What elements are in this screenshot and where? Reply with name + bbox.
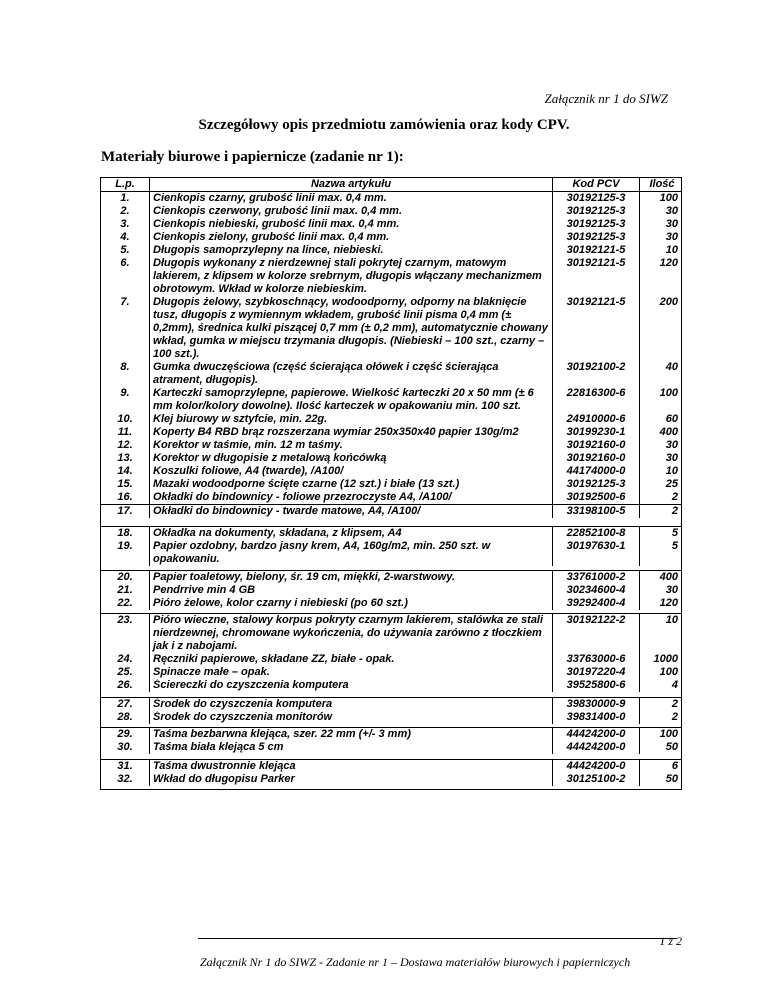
row-name: Cienkopis niebieski, grubość linii max. 0,4 mm. [150, 218, 553, 231]
row-name: Papier toaletowy, bielony, śr. 19 cm, miękki, 2-warstwowy. [150, 571, 553, 584]
row-code: 30192500-6 [553, 491, 640, 504]
row-name: Długopis samoprzylepny na lince, niebieski. [150, 244, 553, 257]
row-qty: 30 [665, 231, 678, 243]
row-code: 44174000-0 [553, 465, 640, 478]
row-lp: 19. [101, 540, 150, 566]
document-title: Szczegółowy opis przedmiotu zamówienia oraz kody CPV. [198, 117, 570, 133]
row-lp: 1. [101, 192, 150, 205]
row-name: Pendrrive min 4 GB [150, 584, 553, 597]
row-code: 30192125-3 [553, 231, 640, 244]
row-lp: 22. [101, 597, 150, 610]
row-code: 44424200-0 [553, 760, 640, 773]
row-lp: 8. [101, 361, 150, 387]
row-code: 30197630-1 [553, 540, 640, 566]
table-row [101, 452, 681, 465]
items-table [100, 177, 682, 790]
table-row [101, 666, 681, 679]
row-lp: 3. [101, 218, 150, 231]
table-row [101, 413, 681, 426]
row-qty: 400 [659, 571, 678, 583]
row-name: Klej biurowy w sztyfcie, min. 22g. [150, 413, 553, 426]
row-lp: 15. [101, 478, 150, 491]
table-row-group [101, 191, 681, 504]
row-code: 30192125-3 [553, 478, 640, 491]
row-name: Papier ozdobny, bardzo jasny krem, A4, 160g/m2, min. 250 szt. w opakowaniu. [150, 540, 553, 566]
table-row [101, 231, 681, 244]
row-lp: 18. [101, 527, 150, 540]
table-row-group [101, 727, 681, 759]
table-row [101, 527, 681, 540]
row-lp: 17. [101, 505, 150, 518]
row-name: Taśma biała klejąca 5 cm [150, 741, 553, 754]
table-row-group [101, 613, 681, 697]
header-name: Nazwa artykułu [150, 178, 553, 191]
row-lp: 30. [101, 741, 150, 754]
row-lp: 10. [101, 413, 150, 426]
table-row [101, 584, 681, 597]
row-code: 30192122-2 [553, 614, 640, 653]
row-code: 44424200-0 [553, 728, 640, 741]
row-name: Okładki do bindownicy - twarde matowe, A4, /A100/ [150, 505, 553, 518]
table-row [101, 571, 681, 584]
row-code: 30192125-3 [553, 205, 640, 218]
row-qty: 10 [665, 244, 678, 256]
row-lp: 25. [101, 666, 150, 679]
table-row [101, 218, 681, 231]
row-qty: 200 [659, 296, 678, 308]
row-code: 30197220-4 [553, 666, 640, 679]
row-code: 44424200-0 [553, 741, 640, 754]
table-row [101, 760, 681, 773]
table-row [101, 741, 681, 754]
table-row [101, 478, 681, 491]
row-name: Mazaki wodoodporne ścięte czarne (12 szt.) i białe (13 szt.) [150, 478, 553, 491]
row-qty: 100 [659, 728, 678, 740]
row-lp: 12. [101, 439, 150, 452]
row-code: 30192125-3 [553, 218, 640, 231]
table-header [101, 178, 681, 191]
row-name: Cienkopis zielony, grubość linii max. 0,4 mm. [150, 231, 553, 244]
row-name: Koperty B4 RBD brąz rozszerzana wymiar 250x350x40 papier 130g/m2 [150, 426, 553, 439]
table-row-group [101, 570, 681, 613]
row-lp: 6. [101, 257, 150, 296]
row-name: Okładki do bindownicy - foliowe przezroczyste A4, /A100/ [150, 491, 553, 504]
row-qty: 10 [665, 465, 678, 477]
row-lp: 5. [101, 244, 150, 257]
row-qty: 2 [671, 711, 678, 723]
row-code: 30199230-1 [553, 426, 640, 439]
table-row [101, 205, 681, 218]
row-lp: 7. [101, 296, 150, 361]
row-code: 39525800-6 [553, 679, 640, 692]
row-qty: 10 [665, 614, 678, 626]
table-row-group [101, 504, 681, 526]
table-row [101, 728, 681, 741]
row-lp: 24. [101, 653, 150, 666]
table-row [101, 773, 681, 786]
row-lp: 27. [101, 698, 150, 711]
table-row [101, 679, 681, 692]
header-qty: Ilość [649, 178, 675, 190]
row-code: 33763000-6 [553, 653, 640, 666]
footer-divider [198, 938, 677, 939]
row-qty: 1000 [653, 653, 678, 665]
table-row [101, 540, 681, 566]
row-name: Długopis wykonany z nierdzewnej stali pokrytej czarnym, matowym lakierem, z klipsem w kolorze srebrnym, długopis włączany mechanizmem obrotowym. Wkład w kolorze niebieskim. [150, 257, 553, 296]
table-row [101, 614, 681, 653]
row-lp: 9. [101, 387, 150, 413]
row-qty: 30 [665, 218, 678, 230]
row-name: Koszulki foliowe, A4 (twarde), /A100/ [150, 465, 553, 478]
table-row [101, 465, 681, 478]
table-row [101, 192, 681, 205]
row-code: 33761000-2 [553, 571, 640, 584]
row-qty: 4 [671, 679, 678, 691]
row-name: Cienkopis czarny, grubość linii max. 0,4 mm. [150, 192, 553, 205]
row-name: Taśma bezbarwna klejąca, szer. 22 mm (+/- 3 mm) [150, 728, 553, 741]
row-qty: 6 [671, 760, 678, 772]
row-lp: 13. [101, 452, 150, 465]
row-qty: 30 [665, 584, 678, 596]
table-row [101, 361, 681, 387]
table-row [101, 491, 681, 504]
row-name: Korektor w taśmie, min. 12 m taśmy. [150, 439, 553, 452]
row-name: Środek do czyszczenia monitorów [150, 711, 553, 724]
row-code: 30192121-5 [553, 244, 640, 257]
row-name: Środek do czyszczenia komputera [150, 698, 553, 711]
row-code: 22852100-8 [553, 527, 640, 540]
row-qty: 2 [671, 491, 678, 503]
row-code: 30192160-0 [553, 439, 640, 452]
table-row [101, 439, 681, 452]
row-qty: 2 [671, 698, 678, 710]
table-row-group [101, 697, 681, 727]
row-qty: 50 [665, 741, 678, 753]
table-row [101, 426, 681, 439]
attachment-label: Załącznik nr 1 do SIWZ [544, 91, 668, 106]
row-lp: 4. [101, 231, 150, 244]
header-code: Kod PCV [553, 178, 640, 191]
row-lp: 16. [101, 491, 150, 504]
page-number: 1 z 2 [659, 934, 682, 948]
row-qty: 60 [665, 413, 678, 425]
table-row [101, 505, 681, 518]
row-code: 33198100-5 [553, 505, 640, 518]
row-code: 30192121-5 [553, 257, 640, 296]
row-code: 30125100-2 [553, 773, 640, 786]
table-row [101, 698, 681, 711]
row-qty: 30 [665, 205, 678, 217]
table-row [101, 653, 681, 666]
row-name: Ręczniki papierowe, składane ZZ, białe - opak. [150, 653, 553, 666]
row-lp: 21. [101, 584, 150, 597]
row-name: Gumka dwuczęściowa (część ścierająca ołówek i część ścierająca atrament, długopis). [150, 361, 553, 387]
row-lp: 23. [101, 614, 150, 653]
row-qty: 40 [665, 361, 678, 373]
row-lp: 14. [101, 465, 150, 478]
row-name: Karteczki samoprzylepne, papierowe. Wielkość karteczki 20 x 50 mm (± 6 mm kolor/kolory dowolne). Ilość karteczek w opakowaniu min. 100 szt. [150, 387, 553, 413]
footer-text: Załącznik Nr 1 do SIWZ - Zadanie nr 1 – Dostawa materiałów biurowych i papierniczych [200, 955, 631, 969]
row-code: 30192121-5 [553, 296, 640, 361]
row-code: 22816300-6 [553, 387, 640, 413]
row-lp: 29. [101, 728, 150, 741]
row-qty: 120 [659, 597, 678, 609]
row-qty: 30 [665, 439, 678, 451]
row-code: 39830000-9 [553, 698, 640, 711]
row-qty: 5 [671, 540, 678, 552]
table-row [101, 296, 681, 361]
row-code: 39292400-4 [553, 597, 640, 610]
table-row-group [101, 526, 681, 570]
row-qty: 5 [671, 527, 678, 539]
row-qty: 100 [659, 387, 678, 399]
header-lp: L.p. [101, 178, 150, 191]
table-row-group [101, 759, 681, 789]
table-row [101, 244, 681, 257]
row-qty: 100 [659, 666, 678, 678]
row-qty: 50 [665, 773, 678, 785]
table-row [101, 711, 681, 724]
row-name: Korektor w długopisie z metalową końcówką [150, 452, 553, 465]
row-code: 24910000-6 [553, 413, 640, 426]
row-code: 30192100-2 [553, 361, 640, 387]
row-code: 30234600-4 [553, 584, 640, 597]
row-qty: 30 [665, 452, 678, 464]
row-lp: 26. [101, 679, 150, 692]
row-lp: 31. [101, 760, 150, 773]
row-lp: 2. [101, 205, 150, 218]
row-qty: 120 [659, 257, 678, 269]
row-name: Wkład do długopisu Parker [150, 773, 553, 786]
row-name: Okładka na dokumenty, składana, z klipsem, A4 [150, 527, 553, 540]
row-name: Pióro żelowe, kolor czarny i niebieski (po 60 szt.) [150, 597, 553, 610]
row-name: Taśma dwustronnie klejąca [150, 760, 553, 773]
row-lp: 11. [101, 426, 150, 439]
table-row [101, 257, 681, 296]
row-lp: 32. [101, 773, 150, 786]
row-qty: 25 [665, 478, 678, 490]
table-row [101, 387, 681, 413]
row-name: Cienkopis czerwony, grubość linii max. 0,4 mm. [150, 205, 553, 218]
row-name: Ściereczki do czyszczenia komputera [150, 679, 553, 692]
row-lp: 20. [101, 571, 150, 584]
row-code: 39831400-0 [553, 711, 640, 724]
row-lp: 28. [101, 711, 150, 724]
row-code: 30192125-3 [553, 192, 640, 205]
table-row [101, 597, 681, 610]
row-qty: 100 [659, 192, 678, 204]
section-subtitle: Materiały biurowe i papiernicze (zadanie nr 1): [101, 149, 404, 165]
row-name: Długopis żelowy, szybkoschnący, wodoodporny, odporny na blaknięcie tusz, długopis z wymiennym wkładem, grubość linii pisma 0,4 mm (± 0,2mm), średnica kulki piszącej 0,7 mm (± 0,2 mm), automatycznie chowany wkład, gumka w miejscu trzymania długopis. (Niebieski – 100 szt., czarny – 100 szt.). [150, 296, 553, 361]
row-name: Spinacze małe – opak. [150, 666, 553, 679]
row-name: Pióro wieczne, stalowy korpus pokryty czarnym lakierem, stalówka ze stali nierdzewnej, chromowane wykończenia, do używania zarówno z tłoczkiem jak i z nabojami. [150, 614, 553, 653]
row-qty: 2 [671, 505, 678, 517]
row-qty: 400 [659, 426, 678, 438]
row-code: 30192160-0 [553, 452, 640, 465]
